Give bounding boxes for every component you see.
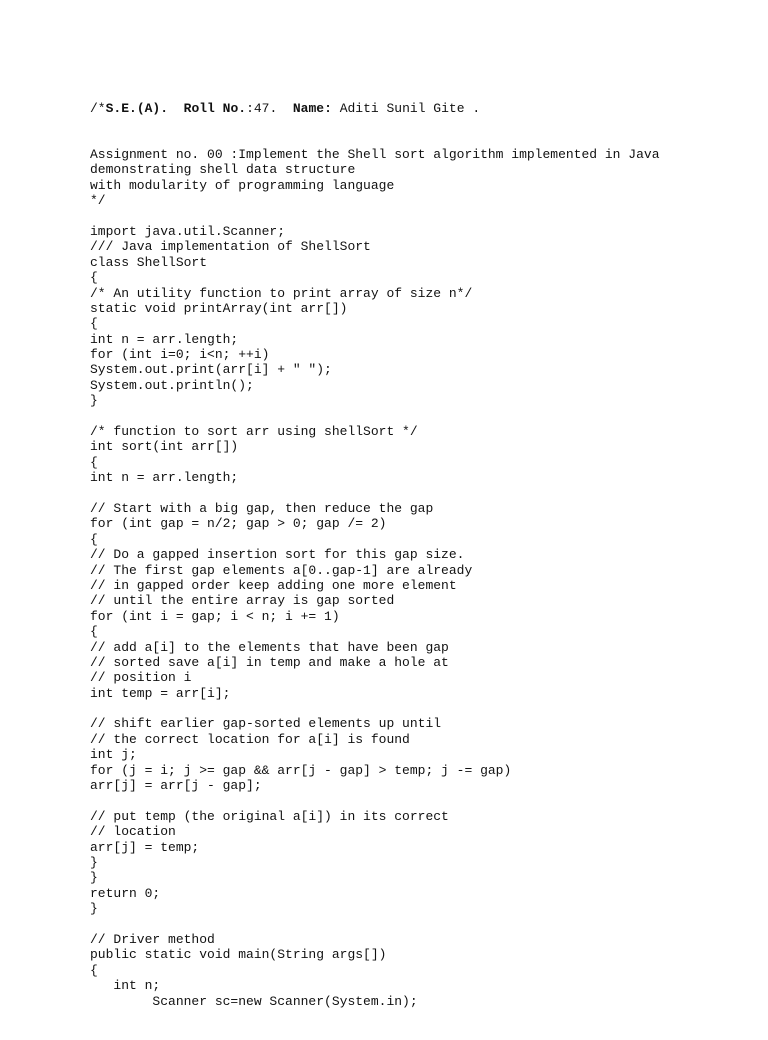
code-line [90, 486, 660, 501]
code-line: // sorted save a[i] in temp and make a hole at [90, 654, 449, 670]
header-spacer [168, 101, 184, 116]
code-line: // add a[i] to the elements that have been gap [90, 639, 449, 655]
code-line: with modularity of programming language [90, 177, 395, 193]
code-line [90, 209, 660, 224]
code-line: int n; [90, 978, 161, 994]
code-line: { [90, 962, 98, 978]
code-line: import java.util.Scanner; [90, 223, 286, 239]
code-line [90, 917, 660, 932]
code-line: } [90, 870, 98, 886]
code-line: */ [90, 193, 106, 209]
code-line: int sort(int arr[]) [90, 439, 239, 455]
code-line: int j; [90, 747, 137, 763]
code-line: for (int i=0; i<n; ++i) [90, 347, 270, 363]
header-line [90, 101, 660, 116]
code-line: int temp = arr[i]; [90, 685, 231, 701]
comment-open: /* [90, 100, 106, 116]
code-line: Assignment no. 00 :Implement the Shell sort algorithm implemented in Java [90, 147, 660, 163]
class-label: S.E.(A). [105, 100, 169, 116]
code-line: /* An utility function to print array of size n*/ [90, 285, 473, 301]
code-line: { [90, 316, 98, 332]
code-line: // put temp (the original a[i]) in its correct [90, 808, 449, 824]
code-line: public static void main(String args[]) [90, 947, 387, 963]
name-value: Aditi Sunil Gite . [331, 100, 481, 116]
roll-label: Roll No. [183, 100, 247, 116]
code-line [90, 409, 660, 424]
code-line: // Driver method [90, 931, 215, 947]
code-line: int n = arr.length; [90, 331, 239, 347]
code-line: { [90, 270, 98, 286]
code-line: // until the entire array is gap sorted [90, 593, 395, 609]
code-listing [90, 70, 660, 1040]
code-line: arr[j] = arr[j - gap]; [90, 778, 262, 794]
roll-value: :47. [246, 100, 293, 116]
code-line: return 0; [90, 885, 161, 901]
code-line: { [90, 531, 98, 547]
code-line: Scanner sc=new Scanner(System.in); [90, 993, 418, 1009]
code-line: System.out.println(); [90, 377, 254, 393]
code-line: // location [90, 824, 176, 840]
code-body [90, 147, 660, 1009]
code-line: /* function to sort arr using shellSort */ [90, 424, 418, 440]
code-line: // Do a gapped insertion sort for this gap size. [90, 547, 465, 563]
code-line [90, 793, 660, 808]
code-line: } [90, 854, 98, 870]
code-line: int n = arr.length; [90, 470, 239, 486]
name-label: Name: [292, 100, 332, 116]
code-line: // in gapped order keep adding one more element [90, 577, 457, 593]
code-line: { [90, 454, 98, 470]
code-line: // the correct location for a[i] is found [90, 731, 410, 747]
code-line: for (j = i; j >= gap && arr[j - gap] > temp; j -= gap) [90, 762, 512, 778]
code-line: } [90, 393, 98, 409]
code-line: // position i [90, 670, 192, 686]
code-line: // shift earlier gap-sorted elements up until [90, 716, 442, 732]
code-line [90, 701, 660, 716]
code-line: demonstrating shell data structure [90, 162, 356, 178]
code-line: // Start with a big gap, then reduce the gap [90, 501, 434, 516]
code-line: arr[j] = temp; [90, 839, 200, 855]
code-line: /// Java implementation of ShellSort [90, 239, 371, 255]
code-line: for (int i = gap; i < n; i += 1) [90, 608, 340, 624]
code-line: System.out.print(arr[i] + " "); [90, 362, 332, 378]
code-line: class ShellSort [90, 254, 208, 270]
code-line: // The first gap elements a[0..gap-1] are already [90, 562, 473, 578]
code-line: static void printArray(int arr[]) [90, 300, 348, 316]
code-line: for (int gap = n/2; gap > 0; gap /= 2) [90, 516, 387, 532]
code-line: { [90, 624, 98, 640]
code-line: } [90, 901, 98, 917]
